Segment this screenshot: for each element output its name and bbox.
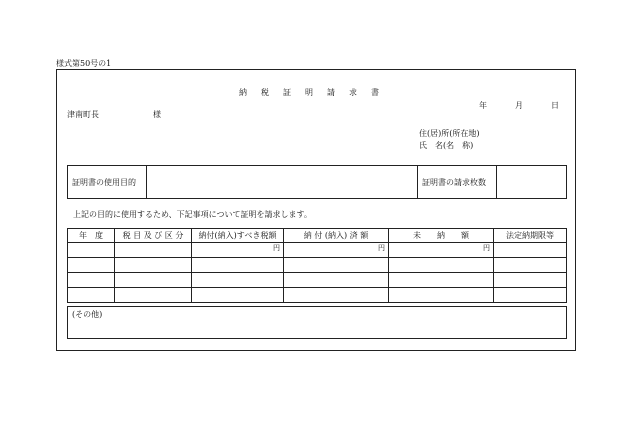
name-label: 氏 名(名 称) bbox=[419, 141, 474, 150]
year-label: 年 bbox=[479, 101, 487, 110]
other-label: (その他) bbox=[72, 310, 103, 319]
cell-fiscal-year[interactable] bbox=[68, 258, 115, 273]
header-amount-unpaid: 未 納 額 bbox=[389, 229, 494, 243]
cell-tax-category[interactable] bbox=[115, 243, 192, 258]
cell-amount-due-yen[interactable]: 円 bbox=[192, 243, 284, 258]
tax-detail-table bbox=[67, 228, 567, 303]
date-line bbox=[479, 100, 559, 111]
cell-amount-due[interactable] bbox=[192, 273, 284, 288]
table-row bbox=[68, 273, 567, 288]
cell-due-date[interactable] bbox=[494, 273, 567, 288]
table-row bbox=[68, 243, 567, 258]
addressee-honorific: 様 bbox=[153, 110, 161, 119]
cell-due-date[interactable] bbox=[494, 288, 567, 303]
month-label: 月 bbox=[515, 101, 523, 110]
table-header-row bbox=[68, 229, 567, 243]
address-label: 住(居)所(所在地) bbox=[419, 129, 480, 138]
cell-amount-unpaid[interactable] bbox=[389, 258, 494, 273]
request-statement: 上記の目的に使用するため、下記事項について証明を請求します。 bbox=[73, 210, 312, 219]
copies-field[interactable] bbox=[497, 166, 567, 199]
cell-amount-paid-yen[interactable]: 円 bbox=[284, 243, 389, 258]
cell-amount-due[interactable] bbox=[192, 258, 284, 273]
cell-amount-due[interactable] bbox=[192, 288, 284, 303]
table-row bbox=[68, 258, 567, 273]
cell-amount-unpaid[interactable] bbox=[389, 273, 494, 288]
cell-amount-paid[interactable] bbox=[284, 273, 389, 288]
cell-tax-category[interactable] bbox=[115, 288, 192, 303]
cell-amount-paid[interactable] bbox=[284, 258, 389, 273]
addressee bbox=[67, 109, 161, 120]
addressee-name: 津南町長 bbox=[67, 110, 99, 119]
purpose-table bbox=[67, 165, 567, 199]
copies-label: 証明書の請求枚数 bbox=[418, 166, 497, 199]
cell-tax-category[interactable] bbox=[115, 273, 192, 288]
cell-tax-category[interactable] bbox=[115, 258, 192, 273]
cell-amount-unpaid[interactable] bbox=[389, 288, 494, 303]
cell-amount-paid[interactable] bbox=[284, 288, 389, 303]
header-amount-due: 納付(納入)すべき税額 bbox=[192, 229, 284, 243]
purpose-field[interactable] bbox=[147, 166, 418, 199]
header-tax-category: 税 目 及 び 区 分 bbox=[115, 229, 192, 243]
header-due-date: 法定納期限等 bbox=[494, 229, 567, 243]
day-label: 日 bbox=[551, 101, 559, 110]
cell-fiscal-year[interactable] bbox=[68, 273, 115, 288]
cell-due-date[interactable] bbox=[494, 258, 567, 273]
header-amount-paid: 納 付 (納入) 済 額 bbox=[284, 229, 389, 243]
cell-amount-unpaid-yen[interactable]: 円 bbox=[389, 243, 494, 258]
header-fiscal-year: 年 度 bbox=[68, 229, 115, 243]
request-form bbox=[56, 69, 576, 351]
form-title: 納税証明請求書 bbox=[239, 88, 393, 97]
purpose-label: 証明書の使用目的 bbox=[68, 166, 147, 199]
other-notes-box[interactable] bbox=[67, 306, 567, 339]
form-number: 様式第50号の1 bbox=[56, 59, 112, 68]
applicant-block bbox=[419, 128, 489, 152]
cell-fiscal-year[interactable] bbox=[68, 243, 115, 258]
cell-due-date[interactable] bbox=[494, 243, 567, 258]
cell-fiscal-year[interactable] bbox=[68, 288, 115, 303]
table-row bbox=[68, 288, 567, 303]
